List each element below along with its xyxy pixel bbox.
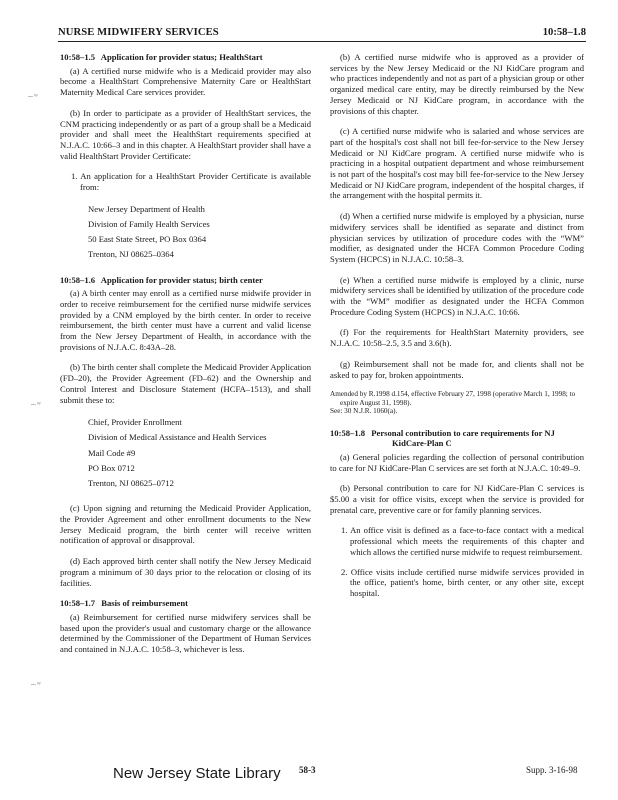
- paragraph: (c) A certified nurse midwife who is salaried and whose services are part of the hospital's cost shall not bill fee-for-service to the New Jersey Medicaid or NJ KidCare program. A certified nurse midwife who is practicing in a hospital outpatient department and whose reimbursement is not part of the hospital's cost may bill fee-for-service to the New Jersey Medicaid or NJ KidCare program, independent of the hospital charges, if the arrangement with the hospital permits it.: [330, 126, 584, 201]
- running-header: [58, 27, 586, 42]
- paragraph: (a) A birth center may enroll as a certified nurse midwife provider in order to receive reimbursement for the certified nurse midwife services provided by a CNM employed by the birth center. In order to receive reimbursement, the birth center must have a current and valid license from the New Jersey Department of Health, in accordance with the provisions of N.J.A.C. 8:43A–28.: [60, 288, 311, 352]
- supplement-date: Supp. 3-16-98: [526, 765, 578, 775]
- address-line: Chief, Provider Enrollment: [88, 417, 182, 428]
- right-column: [330, 52, 584, 608]
- paragraph: (b) In order to participate as a provider of HealthStart services, the CNM practicing independently or as part of a group shall be a Medicaid provider and shall meet the HealthStart requirements specified at N.J.A.C. 10:66–3 and in this chapter. A HealthStart provider shall have a valid HealthStart Provider Certificate:: [60, 107, 311, 161]
- address-line: Mail Code #9: [88, 447, 136, 458]
- section-heading: [60, 598, 311, 609]
- paragraph: (b) The birth center shall complete the Medicaid Provider Application (FD–20), the Provider Agreement (FD–62) and the Ownership and Control Interest and Disclosure Statement (HCFA–1513), and shall submit these to:: [60, 362, 311, 405]
- paragraph: (d) Each approved birth center shall notify the New Jersey Medicaid program a minimum of 30 days prior to the relocation or closing of its facilities.: [60, 556, 311, 588]
- amendment-note: [330, 390, 584, 415]
- paragraph: (g) Reimbursement shall not be made for, and clients shall not be asked to pay for, broken appointments.: [330, 358, 584, 380]
- section-title: Application for provider status; birth center: [100, 274, 263, 285]
- section-title: Personal contribution to care requirements for NJ KidCare-Plan C: [371, 427, 555, 449]
- amendment-line: See: 30 N.J.R. 1060(a).: [330, 407, 398, 416]
- address-line: PO Box 0712: [88, 462, 135, 473]
- address-block: [88, 415, 311, 491]
- address-line: Trenton, NJ 08625–0364: [88, 249, 174, 260]
- header-title: NURSE MIDWIFERY SERVICES: [58, 27, 219, 38]
- section-heading: [60, 275, 311, 286]
- section-number: 10:58–1.6: [60, 274, 96, 285]
- margin-mark: ~ʷ: [30, 400, 41, 409]
- page-footer: [0, 763, 618, 787]
- paragraph: (e) When a certified nurse midwife is employed by a clinic, nurse midwifery services shall be identified by utilization of the procedure code with the “WM” modifier as designated under the HCFA Common Procedure Coding System (HCPCS) in N.J.A.C. 10:66.: [330, 274, 584, 317]
- paragraph: (f) For the requirements for HealthStart Maternity providers, see N.J.A.C. 10:58–2.5, 3.5 and 3.6(h).: [330, 327, 584, 349]
- section-number: 10:58–1.5: [60, 52, 96, 62]
- page-number: 58-3: [299, 765, 316, 775]
- section-heading: [330, 428, 584, 449]
- margin-mark: ~ʷ: [30, 680, 41, 689]
- subparagraph: 2. Office visits include certified nurse midwife services provided in the office, patient's home, birth center, or any other site, except hospital.: [341, 566, 584, 598]
- paragraph: (b) A certified nurse midwife who is approved as a provider of services by the New Jersey Medicaid or the NJ KidCare program and who practices independently and not as part of a physician group or other organized medical care entity, may be directly reimbursed by the New Jersey Medicaid or NJ KidCare program, in accordance with the provisions of this chapter.: [330, 52, 584, 116]
- paragraph: (d) When a certified nurse midwife is employed by a physician, nurse midwifery services shall be identified as separate and distinct from physician services by utilization of procedure codes with the “WM” modifier, as designated under the HCFA Common Procedure Coding System (HCPCS) in N.J.A.C. 10:58–3.: [330, 211, 584, 264]
- subparagraph: 1. An application for a HealthStart Provider Certificate is available from:: [71, 171, 311, 193]
- left-column: [60, 52, 311, 665]
- address-line: 50 East State Street, PO Box 0364: [88, 234, 207, 245]
- section-number: 10:58–1.7: [60, 598, 96, 609]
- paragraph: (a) A certified nurse midwife who is a Medicaid provider may also become a HealthStart Comprehensive Maternity Care or HealthStart Maternity Medical Care services provider.: [60, 65, 311, 98]
- paragraph: (a) General policies regarding the collection of personal contribution to care for NJ KidCare-Plan C services are set forth at N.J.A.C. 10:49–9.: [330, 451, 584, 473]
- address-line: Trenton, NJ 08625–0712: [88, 478, 174, 489]
- section-heading: [60, 52, 311, 63]
- address-line: New Jersey Department of Health: [88, 203, 205, 214]
- amendment-line: Amended by R.1998 d.154, effective February 27, 1998 (operative March 1, 1998; to expire August 31, 1998).: [330, 390, 576, 407]
- address-line: Division of Medical Assistance and Health Services: [88, 432, 267, 443]
- section-number: 10:58–1.8: [330, 427, 366, 438]
- section-title: Basis of reimbursement: [101, 598, 188, 609]
- library-stamp: New Jersey State Library: [113, 765, 281, 782]
- subparagraph: 1. An office visit is defined as a face-to-face contact with a medical professional which meets the requirements of this chapter and which allows the certified nurse midwife to request reimbursement.: [341, 525, 584, 557]
- address-block: [88, 202, 311, 263]
- address-line: Division of Family Health Services: [88, 218, 210, 229]
- paragraph: (a) Reimbursement for certified nurse midwifery services shall be based upon the provider's usual and customary charge or the allowance determined by the Commissioner of the Department of Human Services and contained in N.J.A.C. 10:58–3, whichever is less.: [60, 611, 311, 655]
- header-section-range: 10:58–1.8: [542, 27, 586, 38]
- paragraph: (b) Personal contribution to care for NJ KidCare-Plan C services is $5.00 a visit for office visits, except when the service is provided for prenatal care, preventive care or for family planning services.: [330, 483, 584, 515]
- paragraph: (c) Upon signing and returning the Medicaid Provider Application, the Provider Agreement and other enrollment documents to the New Jersey Medicaid program, the birth center will receive written notification of approval or disapproval.: [60, 503, 311, 546]
- margin-mark: ~ʷ: [27, 92, 38, 101]
- section-title: Application for provider status; HealthStart: [100, 52, 263, 62]
